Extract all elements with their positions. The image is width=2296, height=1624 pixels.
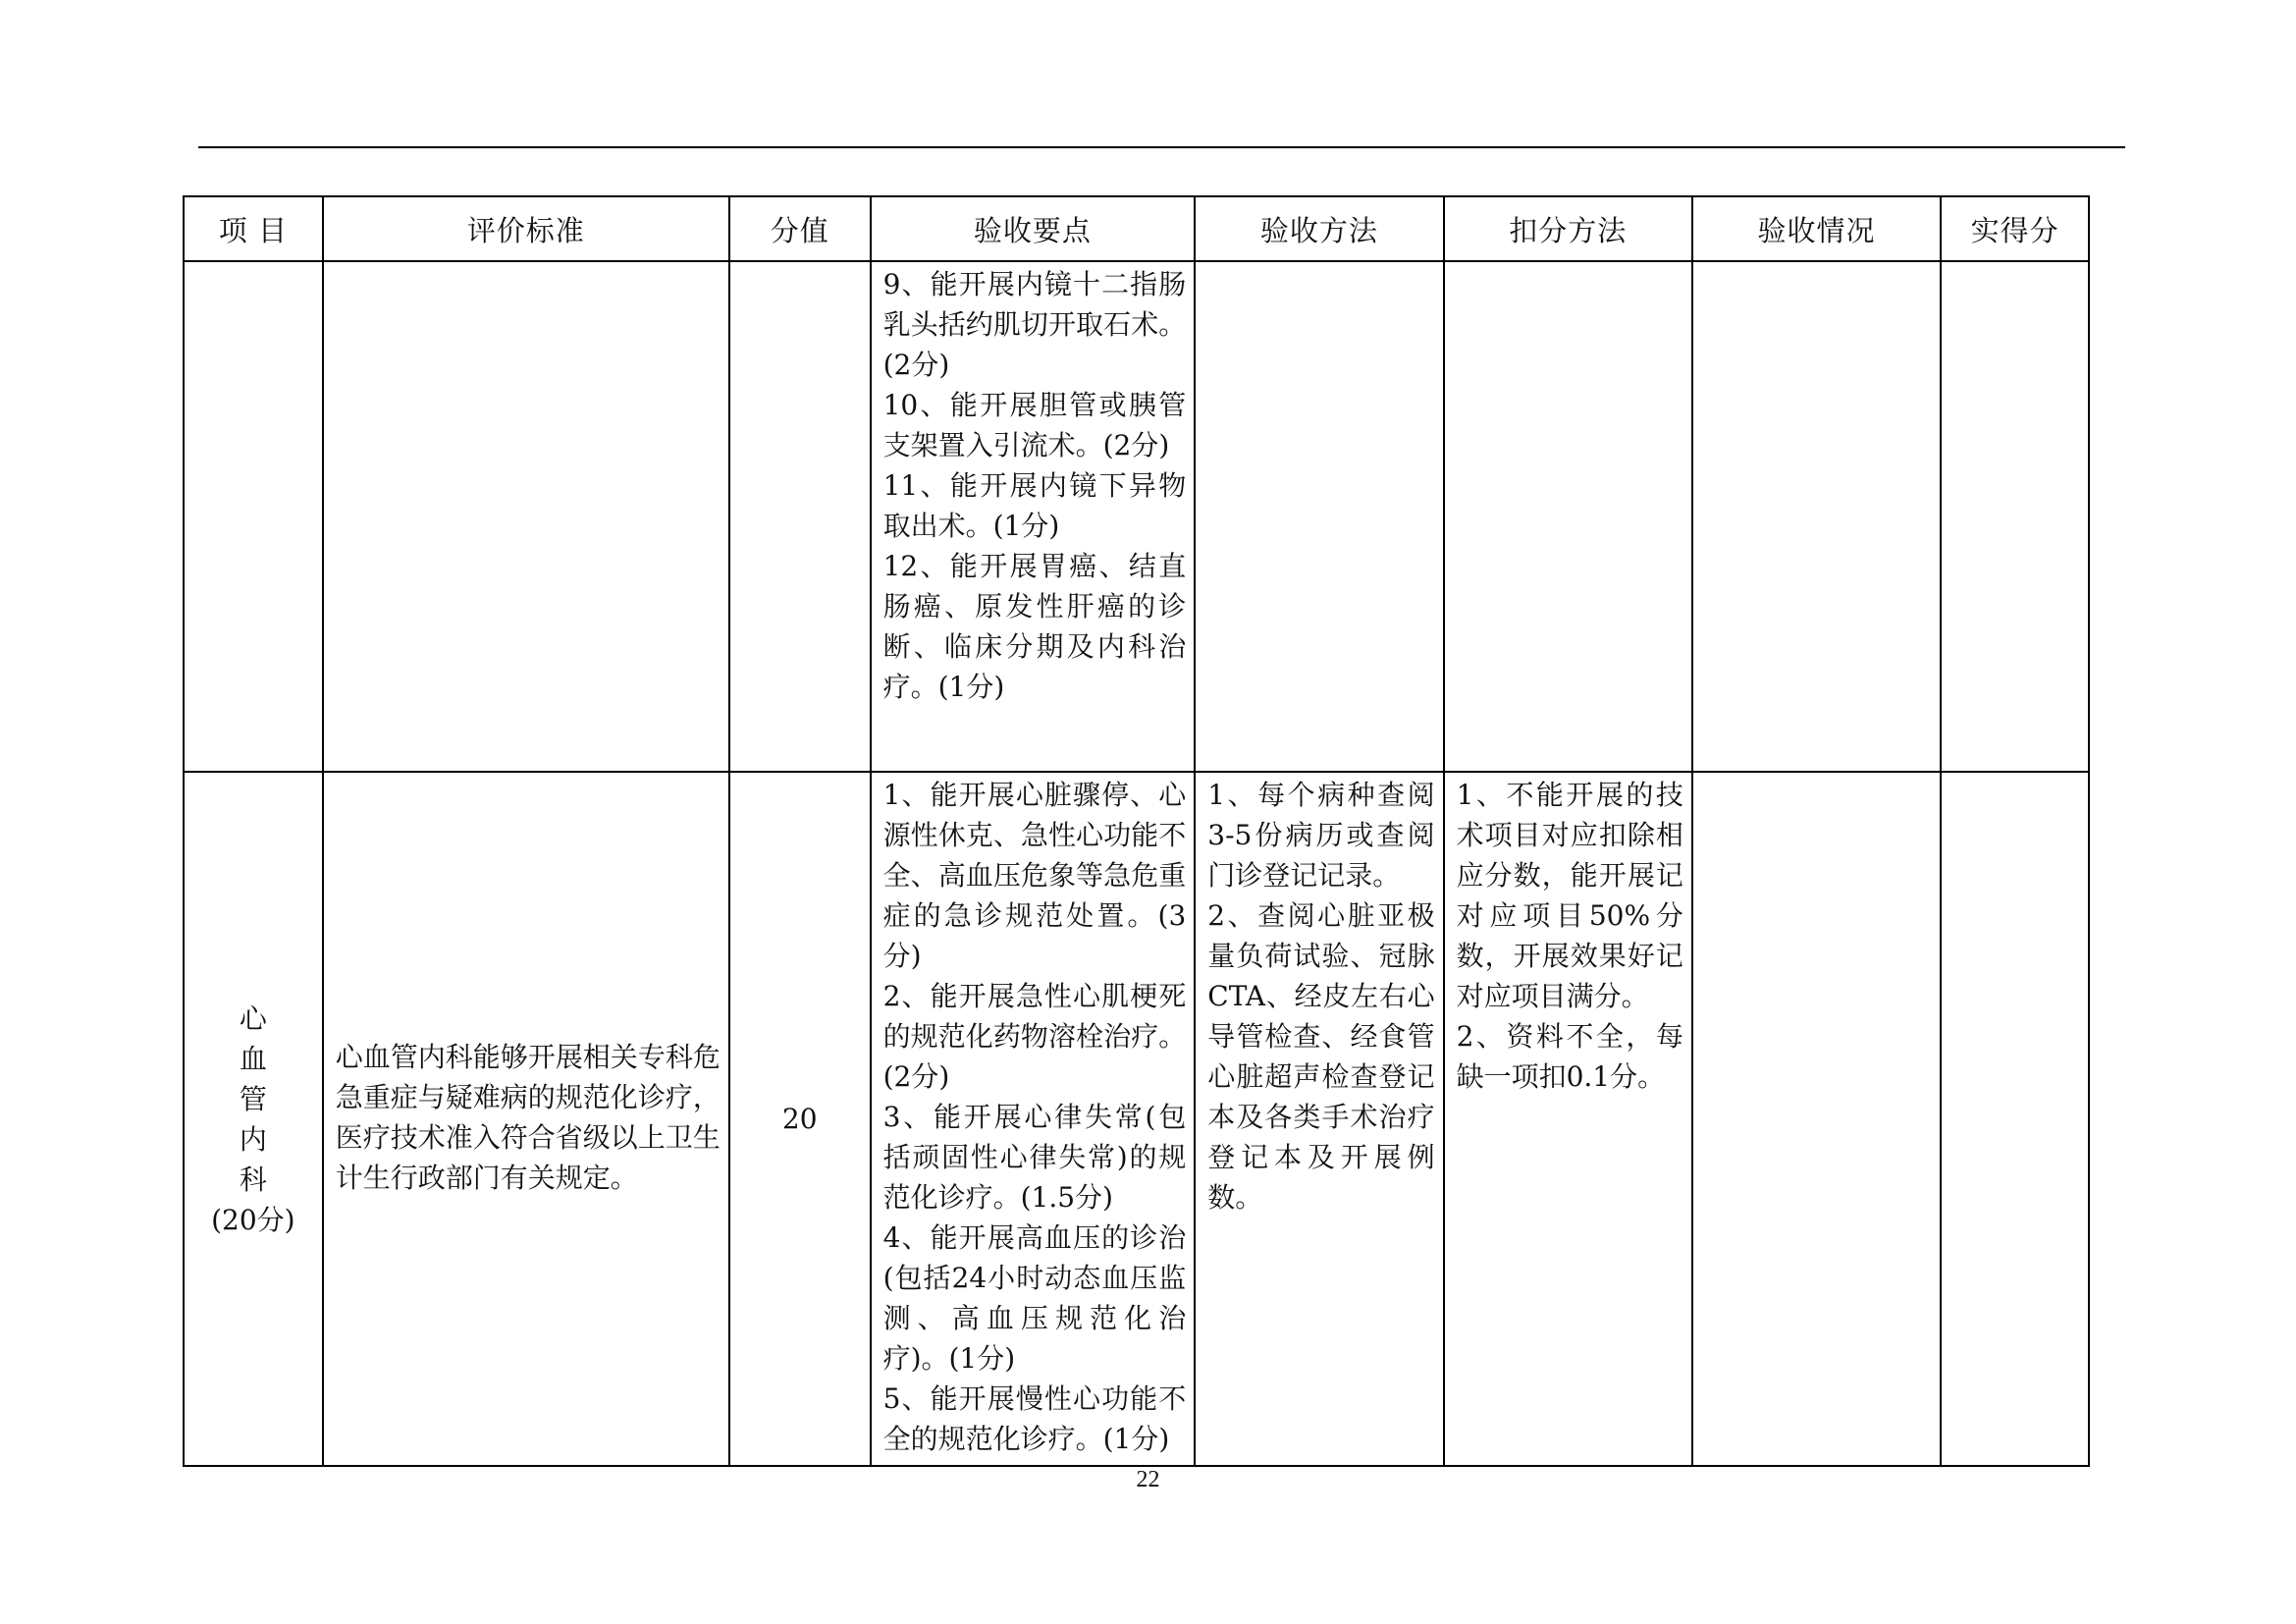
method-cell xyxy=(1195,261,1443,772)
header-standard: 评价标准 xyxy=(323,196,729,261)
point-item: 4、能开展高血压的诊治(包括24小时动态血压监测、高血压规范化治疗)。(1分) xyxy=(882,1221,1187,1375)
item-cell xyxy=(184,261,323,772)
deduction-cell xyxy=(1444,261,1692,772)
score-cell xyxy=(729,261,871,772)
standard-text: 心血管内科能够开展相关专科危急重症与疑难病的规范化诊疗，医疗技术准入符合省级以上卫生计生行政部门有关规定。 xyxy=(335,1040,721,1194)
status-cell xyxy=(1692,261,1941,772)
method-item: 1、每个病种查阅3-5份病历或查阅门诊登记记录。 xyxy=(1207,779,1435,892)
points-cell xyxy=(871,261,1196,772)
score-cell xyxy=(729,772,871,1466)
header-actual: 实得分 xyxy=(1941,196,2089,261)
point-item: 9、能开展内镜十二指肠乳头括约肌切开取石术。(2分) xyxy=(882,268,1187,381)
item-score-label: (20分) xyxy=(211,1203,295,1236)
method-cell xyxy=(1195,772,1443,1466)
table-row xyxy=(184,772,2089,1466)
point-item: 1、能开展心脏骤停、心源性休克、急性心功能不全、高血压危象等急危重症的急诊规范处置。(3分) xyxy=(882,779,1187,972)
actual-cell xyxy=(1941,772,2089,1466)
header-status: 验收情况 xyxy=(1692,196,1941,261)
deduction-item: 2、资料不全，每缺一项扣0.1分。 xyxy=(1456,1020,1683,1093)
header-points: 验收要点 xyxy=(871,196,1196,261)
item-cell xyxy=(184,772,323,1466)
point-item: 11、能开展内镜下异物取出术。(1分) xyxy=(882,469,1187,542)
point-item: 5、能开展慢性心功能不全的规范化诊疗。(1分) xyxy=(882,1382,1187,1455)
status-cell xyxy=(1692,772,1941,1466)
point-item: 3、能开展心律失常(包括顽固性心律失常)的规范化诊疗。(1.5分) xyxy=(882,1101,1187,1214)
item-char: 内 xyxy=(239,1122,267,1156)
header-score: 分值 xyxy=(729,196,871,261)
deduction-item: 1、不能开展的技术项目对应扣除相应分数，能开展记对应项目50%分数，开展效果好记对应项目满分。 xyxy=(1456,779,1683,1012)
item-char: 血 xyxy=(239,1042,267,1075)
header-item: 项 目 xyxy=(184,196,323,261)
standard-cell xyxy=(323,772,729,1466)
point-item: 10、能开展胆管或胰管支架置入引流术。(2分) xyxy=(882,389,1187,461)
standard-cell xyxy=(323,261,729,772)
header-method: 验收方法 xyxy=(1195,196,1443,261)
table-header-row xyxy=(184,196,2089,261)
header-rule xyxy=(198,146,2125,148)
item-char: 心 xyxy=(239,1001,267,1035)
deduction-cell xyxy=(1444,772,1692,1466)
evaluation-table xyxy=(183,195,2090,1467)
header-deduction: 扣分方法 xyxy=(1444,196,1692,261)
method-item: 2、查阅心脏亚极量负荷试验、冠脉CTA、经皮左右心导管检查、经食管心脏超声检查登记本及各类手术治疗登记本及开展例数。 xyxy=(1207,899,1435,1214)
standard-text xyxy=(324,262,728,270)
page-number: 22 xyxy=(1136,1467,1160,1492)
points-cell xyxy=(871,772,1196,1466)
item-char: 管 xyxy=(239,1082,267,1115)
actual-cell xyxy=(1941,261,2089,772)
score-value: 20 xyxy=(781,1103,818,1135)
point-item: 12、能开展胃癌、结直肠癌、原发性肝癌的诊断、临床分期及内科治疗。(1分) xyxy=(882,550,1187,703)
point-item: 2、能开展急性心肌梗死的规范化药物溶栓治疗。(2分) xyxy=(882,980,1187,1093)
item-char: 科 xyxy=(239,1163,267,1196)
table-row xyxy=(184,261,2089,772)
